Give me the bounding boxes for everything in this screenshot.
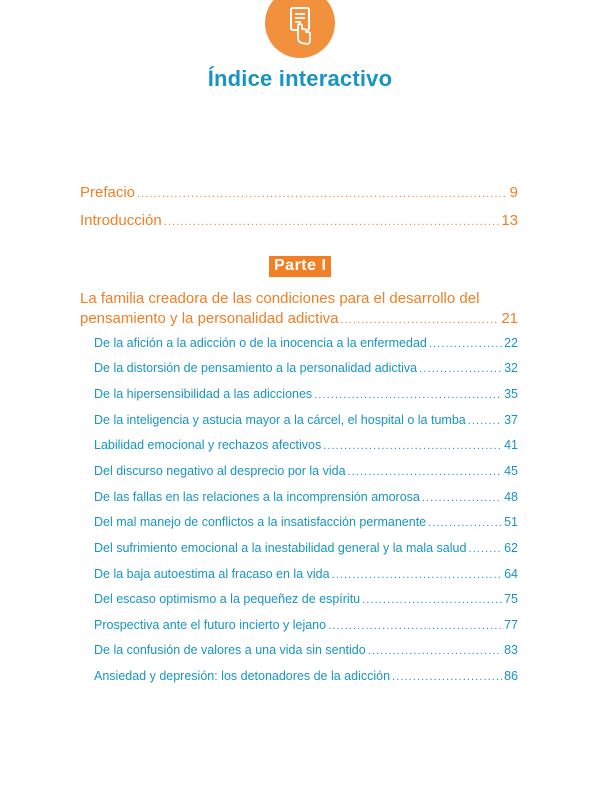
toc-leader-dots: [429, 338, 502, 350]
toc-leader-dots: [323, 440, 502, 452]
toc-entry-page: 64: [504, 567, 518, 581]
toc-subentry[interactable]: [94, 618, 518, 632]
toc-entry-page: 22: [504, 336, 518, 350]
toc-entry-page: 83: [504, 643, 518, 657]
toc-entry-label: Prospectiva ante el futuro incierto y lejano: [94, 618, 327, 632]
page-title: Índice interactivo: [207, 66, 393, 91]
toc-entry-section[interactable]: [80, 310, 518, 327]
toc-leader-dots: [314, 389, 502, 401]
toc-leader-dots: [422, 492, 502, 504]
toc-entry-label: Prefacio: [80, 184, 136, 201]
toc-entry-page: 41: [504, 438, 518, 452]
toc-leader-dots: [468, 415, 502, 427]
toc-entry-page: 45: [504, 464, 518, 478]
toc-leader-dots: [164, 216, 500, 228]
toc-leader-dots: [428, 517, 502, 529]
section-title-line: La familia creadora de las condiciones para el desarrollo del: [80, 290, 480, 307]
toc-entry-introduccion[interactable]: [80, 212, 518, 229]
toc-entry-label: Del mal manejo de conflictos a la insatisfacción permanente: [94, 515, 427, 529]
touch-index-icon: [265, 0, 335, 58]
section-title-line: pensamiento y la personalidad adictiva: [80, 310, 339, 327]
toc-entry-label: Labilidad emocional y rechazos afectivos: [94, 438, 322, 452]
toc-entry-label: Ansiedad y depresión: los detonadores de la adicción: [94, 669, 391, 683]
toc-entry-page: 86: [504, 669, 518, 683]
toc-subentry[interactable]: [94, 541, 518, 555]
toc-subentry[interactable]: [94, 643, 518, 657]
section-title: [80, 288, 518, 310]
toc-leader-dots: [368, 645, 502, 657]
toc-leader-dots: [348, 466, 503, 478]
toc-subentry[interactable]: [94, 464, 518, 478]
toc-subentry[interactable]: [94, 438, 518, 452]
toc-entry-label: De la hipersensibilidad a las adicciones: [94, 387, 313, 401]
toc-leader-dots: [468, 543, 502, 555]
toc-entry-page: 77: [504, 618, 518, 632]
toc-subentry[interactable]: [94, 515, 518, 529]
toc-entry-label: Del sufrimiento emocional a la inestabilidad general y la mala salud: [94, 541, 467, 555]
toc-entry-page: 37: [504, 413, 518, 427]
toc-entry-label: De la inteligencia y astucia mayor a la cárcel, el hospital o la tumba: [94, 413, 466, 427]
toc-entry-page: 21: [501, 310, 518, 327]
toc-entry-page: 32: [504, 361, 518, 375]
toc-entry-label: Del escaso optimismo a la pequeñez de espíritu: [94, 592, 361, 606]
toc-subentry[interactable]: [94, 669, 518, 683]
toc-entry-page: 51: [504, 515, 518, 529]
toc-subentry[interactable]: [94, 567, 518, 581]
toc-entry-page: 48: [504, 490, 518, 504]
toc-entry-label: De la confusión de valores a una vida sin sentido: [94, 643, 366, 657]
toc-leader-dots: [137, 188, 508, 200]
part-label: Parte I: [269, 256, 331, 277]
toc-leader-dots: [419, 363, 502, 375]
toc-entry-page: 75: [504, 592, 518, 606]
toc-leader-dots: [328, 620, 502, 632]
toc-subentry[interactable]: [94, 361, 518, 375]
toc-subentry[interactable]: [94, 592, 518, 606]
toc-entry-page: 13: [501, 212, 518, 229]
toc-entry-label: De la afición a la adicción o de la inocencia a la enfermedad: [94, 336, 427, 350]
toc-entry-label: De la distorsión de pensamiento a la personalidad adictiva: [94, 361, 418, 375]
header-badge: [265, 0, 335, 58]
toc-entry-label: Introducción: [80, 212, 162, 229]
toc-entry-label: De la baja autoestima al fracaso en la vida: [94, 567, 330, 581]
toc-subentry[interactable]: [94, 387, 518, 401]
toc-subentry[interactable]: [94, 490, 518, 504]
toc-subentry[interactable]: [94, 413, 518, 427]
toc-entry-prefacio[interactable]: [80, 184, 518, 201]
toc-leader-dots: [362, 594, 502, 606]
toc-leader-dots: [341, 314, 500, 326]
toc-subentry[interactable]: [94, 336, 518, 350]
toc-leader-dots: [392, 671, 502, 683]
toc-entry-page: 9: [509, 184, 518, 201]
toc-entry-page: 62: [504, 541, 518, 555]
toc-entry-page: 35: [504, 387, 518, 401]
toc-entry-label: Del discurso negativo al desprecio por la vida: [94, 464, 346, 478]
toc-leader-dots: [332, 569, 503, 581]
toc-entry-label: De las fallas en las relaciones a la incomprensión amorosa: [94, 490, 420, 504]
